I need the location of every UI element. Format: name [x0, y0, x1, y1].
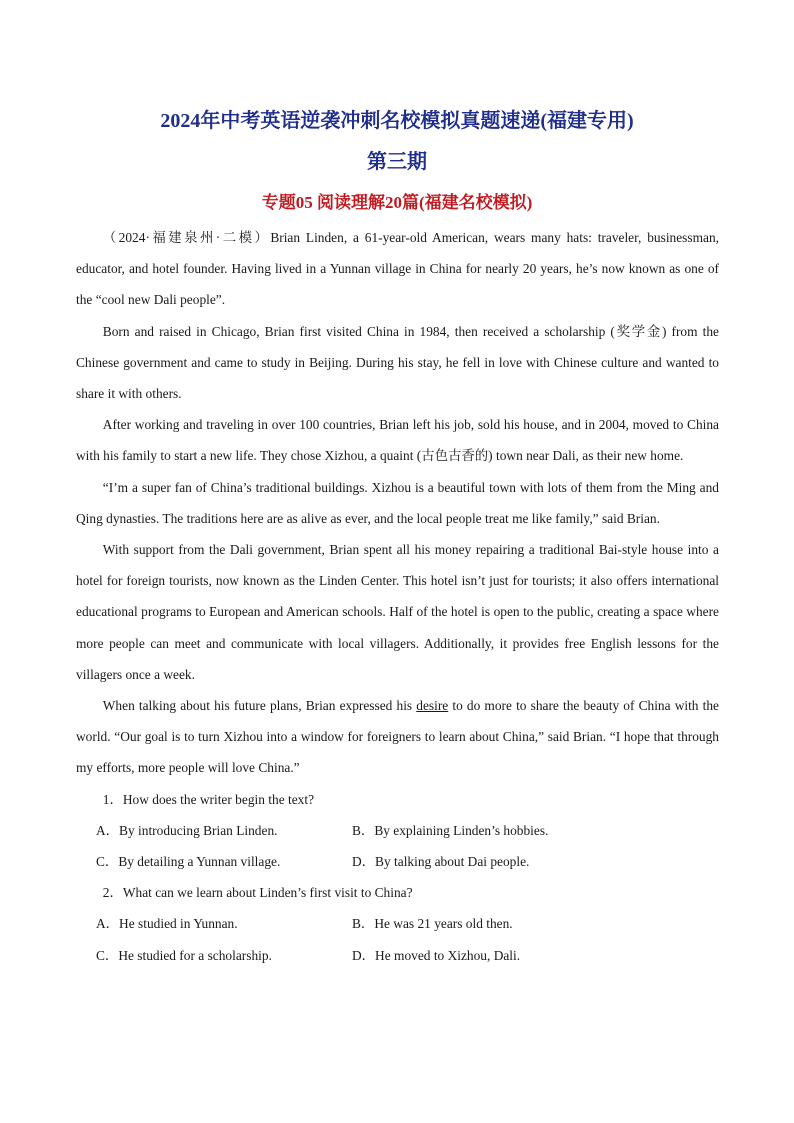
question-2: [76, 877, 719, 971]
options-row: [76, 846, 719, 877]
options-row: [76, 815, 719, 846]
paragraph-6-start: When talking about his future plans, Brian expressed his: [102, 698, 417, 714]
option-d: D．He moved to Xizhou, Dali.: [352, 947, 521, 963]
reading-passage: [76, 222, 719, 971]
paragraph-2: Born and raised in Chicago, Brian first visited China in 1984, then received a scholarship (奖学金) from the Chinese government and came to study in Beijing. During his stay, he fell in love with Chinese culture and wanted to share it with others.: [76, 323, 719, 402]
paragraph-4: “I’m a super fan of China’s traditional buildings. Xizhou is a beautiful town with lots of them from the Ming and Qing dynasties. The traditions here are as alive as ever, and the local people treat me like family,” said Brian.: [76, 479, 719, 526]
underlined-word: desire: [416, 698, 449, 714]
paragraph-6-end: to do more to share the beauty of China with the world. “Our goal is to turn Xizhou into a window for foreigners to learn about China,” said Brian. “I hope that through my efforts, more people will love China.”: [76, 698, 719, 776]
option-a: A．By introducing Brian Linden.: [96, 822, 278, 838]
paragraph-5: With support from the Dali government, Brian spent all his money repairing a traditional Bai-style house into a hotel for foreign tourists, now known as the Linden Center. This hotel isn’t just for tourists; it also offers international educational programs to European and American schools. Half of the hotel is open to the public, creating a space where more people can meet and communicate with local villagers. Additionally, it provides free English lessons for the villagers once a week.: [76, 542, 719, 682]
question-1: [76, 784, 719, 878]
options-row: [76, 940, 719, 971]
document-title: 2024年中考英语逆袭冲刺名校模拟真题速递(福建专用): [160, 110, 634, 132]
option-b: B．By explaining Linden’s hobbies.: [352, 822, 549, 838]
issue-label: 第三期: [367, 151, 427, 173]
option-d: D．By talking about Dai people.: [352, 854, 530, 870]
question-stem: 2．What can we learn about Linden’s first visit to China?: [102, 885, 413, 901]
paragraph-3: After working and traveling in over 100 countries, Brian left his job, sold his house, and in 2004, moved to China with his family to start a new life. They chose Xizhou, a quaint (古色古香的) town near Dali, as their new home.: [76, 417, 719, 464]
option-c: C．He studied for a scholarship.: [96, 947, 272, 963]
option-a: A．He studied in Yunnan.: [96, 916, 238, 932]
option-c: C．By detailing a Yunnan village.: [96, 854, 281, 870]
paragraph-6: [76, 690, 719, 784]
options-row: [76, 908, 719, 939]
option-b: B．He was 21 years old then.: [352, 916, 513, 932]
question-stem: 1．How does the writer begin the text?: [102, 791, 315, 807]
topic-heading: 专题05 阅读理解20篇(福建名校模拟): [261, 193, 533, 212]
paragraph-1: （2024·福建泉州·二模）Brian Linden, a 61-year-old American, wears many hats: traveler, businessman, educator, and hotel founder. Having lived in a Yunnan village in China for nearly 20 years, he’s now known as one of the “cool new Dali people”.: [76, 230, 719, 308]
